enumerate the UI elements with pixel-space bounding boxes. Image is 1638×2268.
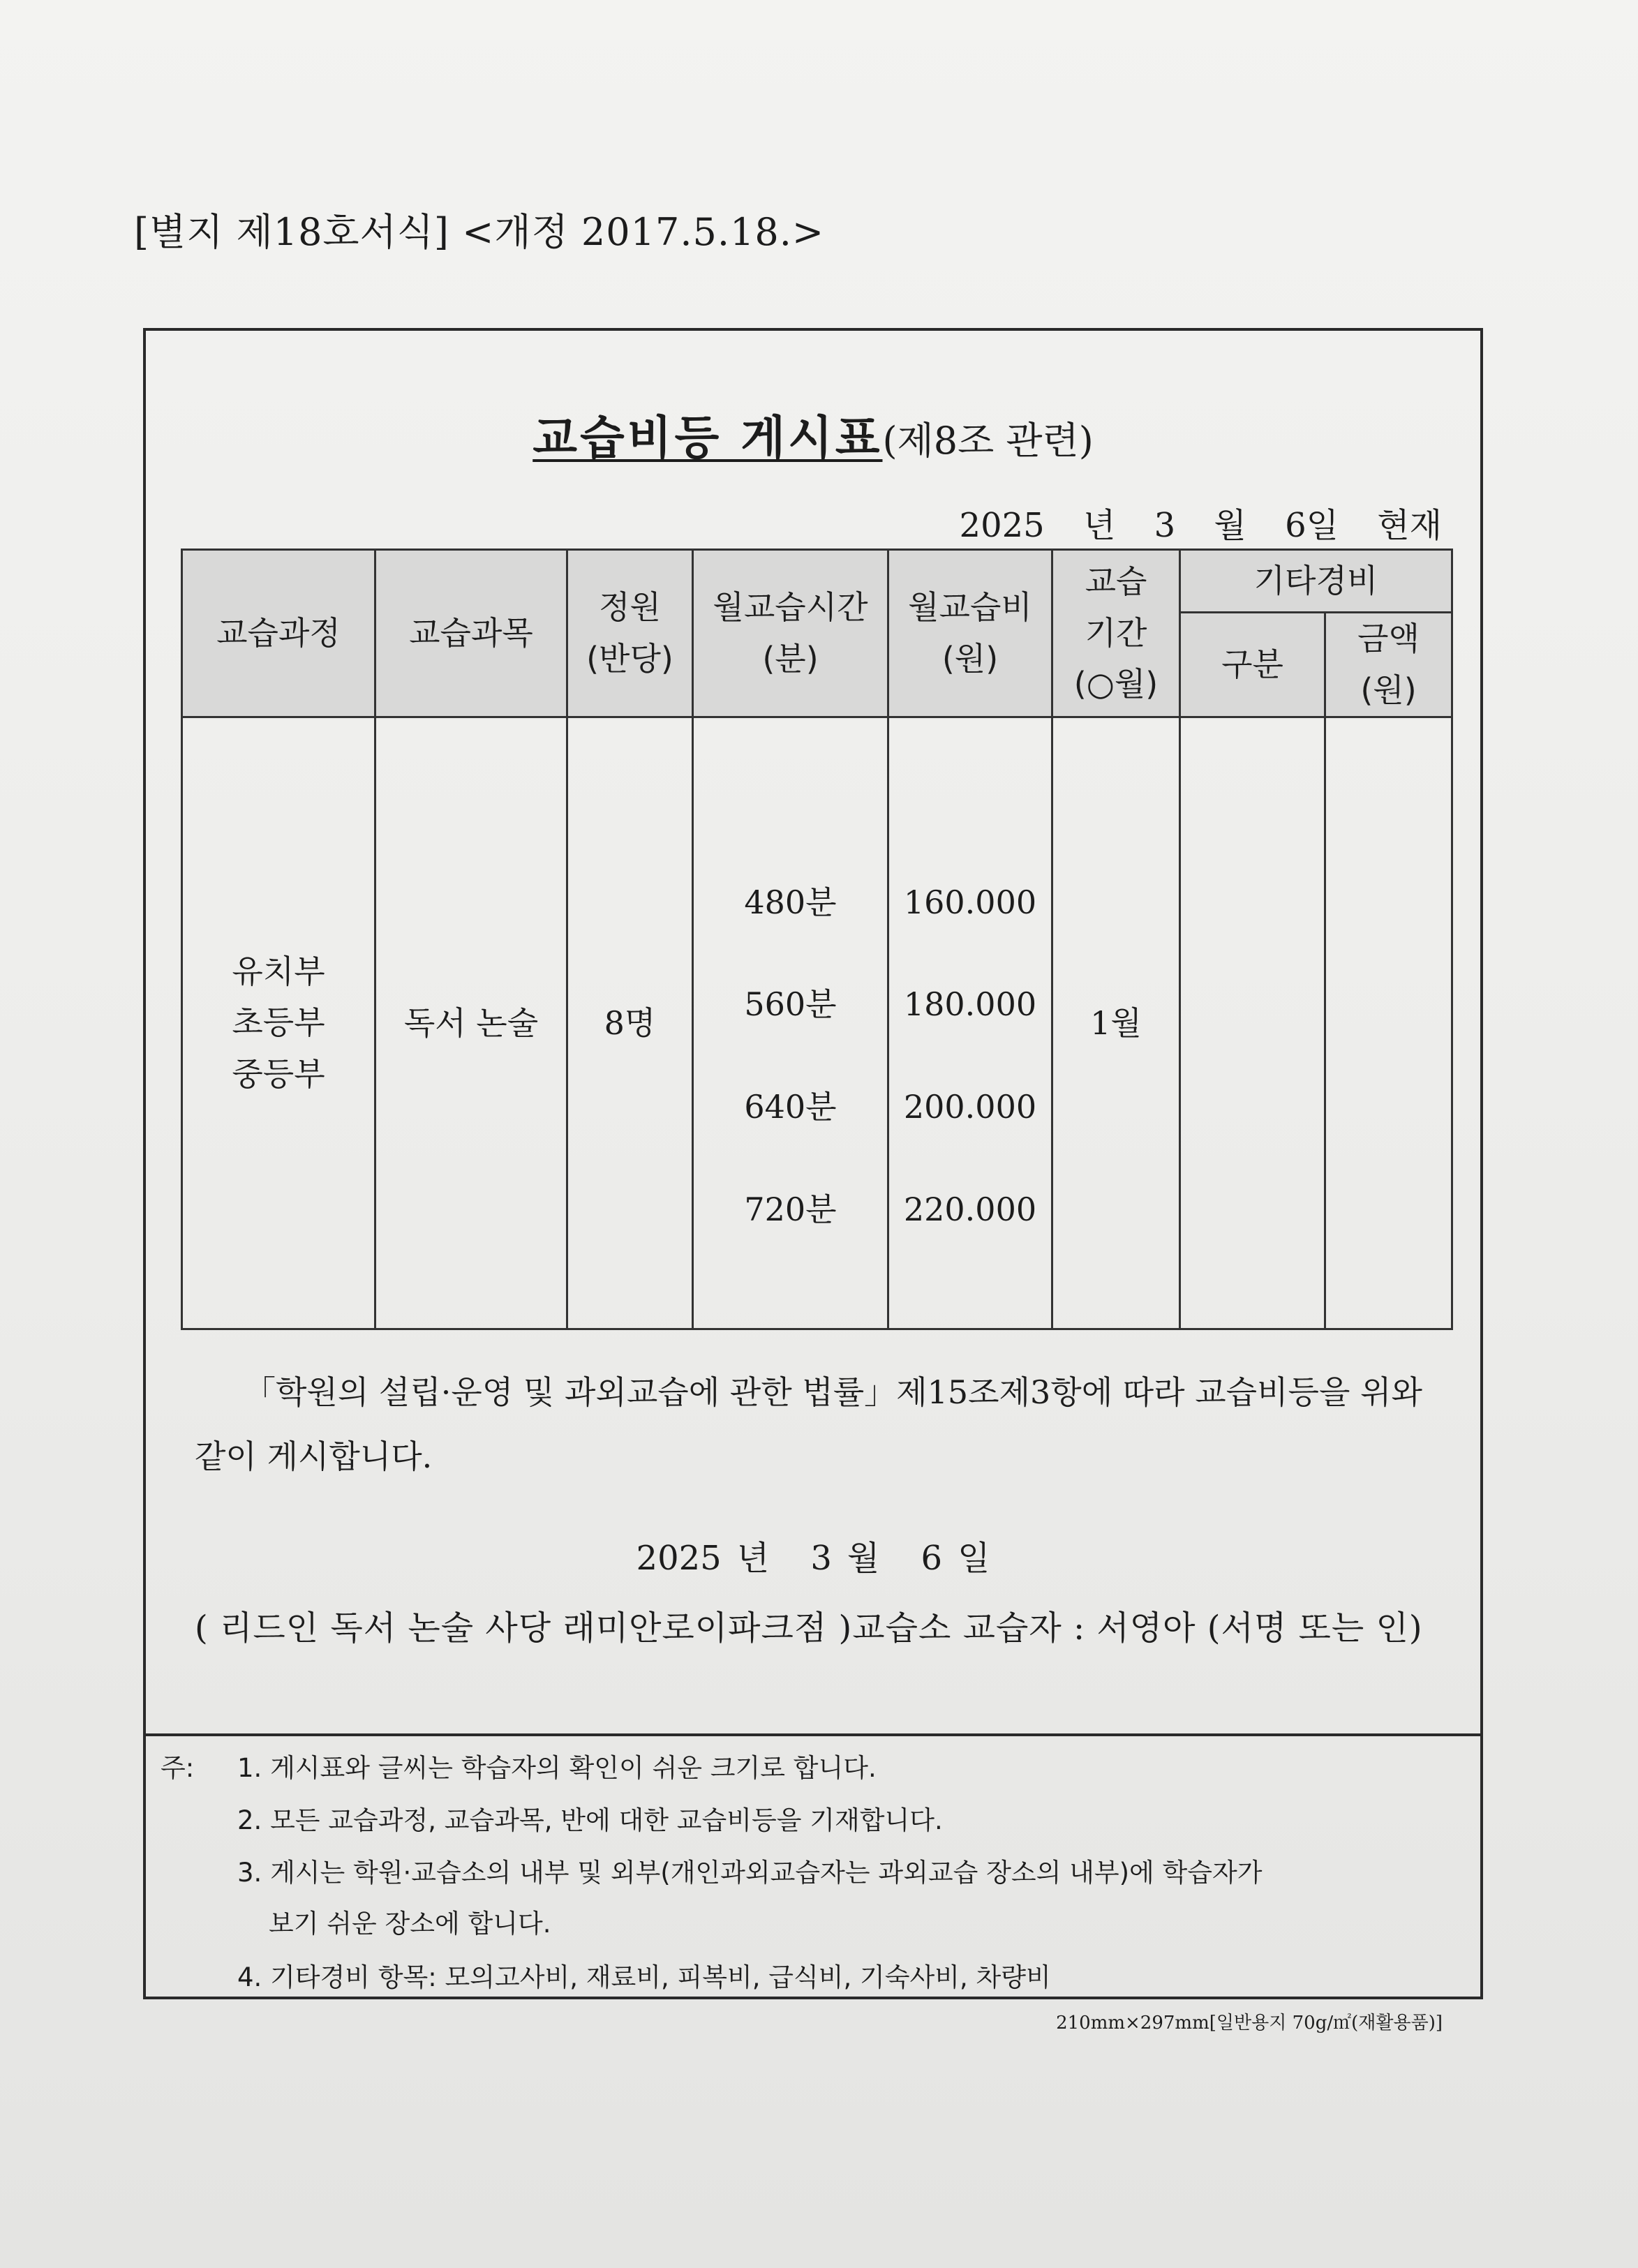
cell-fees <box>888 717 1052 1329</box>
hours-item: 480분 <box>744 883 837 921</box>
as-of-year-unit: 년 <box>1082 506 1116 545</box>
paper-spec: 210mm×297mm[일반용지 70g/㎡(재활용품)] <box>1056 2013 1443 2034</box>
header-period-line3: (○월) <box>1073 665 1159 703</box>
form-number: [별지 제18호서식] <개정 2017.5.18.> <box>134 210 825 254</box>
header-other-costs: 기타경비 <box>1180 550 1452 613</box>
header-monthly-hours <box>693 550 888 717</box>
hours-item: 560분 <box>744 985 837 1024</box>
header-monthly-fee <box>888 550 1052 717</box>
signature-date <box>146 1531 1480 1579</box>
sign-year-unit: 년 <box>736 1539 770 1578</box>
cell-hours <box>693 717 888 1329</box>
title-main: 교습비등 게시표 <box>533 411 883 465</box>
header-capacity-line2: (반당) <box>586 639 673 678</box>
cell-courses <box>182 717 375 1329</box>
notes-section <box>143 1733 1483 1999</box>
course-item: 중등부 <box>232 1054 325 1093</box>
as-of-suffix: 현재 <box>1377 506 1442 545</box>
hours-item: 640분 <box>744 1088 837 1126</box>
course-item: 유치부 <box>232 952 325 990</box>
as-of-month-unit: 월 <box>1214 506 1246 545</box>
sign-month: 3 <box>810 1539 832 1578</box>
header-amount-line2: (원) <box>1360 671 1417 709</box>
legal-statement: 「학원의 설립·운영 및 과외교습에 관한 법률」제15조제3항에 따라 교습비등을 위와 같이 게시합니다. <box>195 1373 1422 1475</box>
as-of-date <box>960 498 1442 546</box>
as-of-month: 3 <box>1154 506 1176 545</box>
notes-prefix: 주: <box>161 1753 195 1783</box>
as-of-day: 6일 <box>1285 506 1339 545</box>
header-hours-line1: 월교습시간 <box>713 588 868 626</box>
posting-form-frame <box>143 328 1483 1999</box>
note-item-continued: 보기 쉬운 장소에 합니다. <box>269 1909 551 1939</box>
cell-subject: 독서 논술 <box>375 717 567 1329</box>
fee-item: 220.000 <box>903 1190 1037 1228</box>
header-fee-line1: 월교습비 <box>908 588 1032 626</box>
note-item: 4. 기타경비 항목: 모의고사비, 재료비, 피복비, 급식비, 기숙사비, 차량비 <box>237 1962 1051 1992</box>
header-period <box>1052 550 1180 717</box>
header-course: 교습과정 <box>182 550 375 717</box>
fee-item: 200.000 <box>903 1088 1037 1126</box>
fee-item: 160.000 <box>903 883 1037 921</box>
note-item: 2. 모든 교습과정, 교습과목, 반에 대한 교습비등을 기재합니다. <box>237 1805 943 1835</box>
course-item: 초등부 <box>232 1004 325 1042</box>
table-row <box>182 717 1452 1329</box>
header-capacity-line1: 정원 <box>599 588 661 626</box>
header-capacity <box>567 550 693 717</box>
header-amount-line1: 금액 <box>1357 620 1420 657</box>
sign-month-unit: 월 <box>847 1539 880 1578</box>
cell-other-type <box>1180 717 1325 1329</box>
sign-day: 6 <box>921 1539 943 1578</box>
hours-item: 720분 <box>744 1190 837 1228</box>
header-subject: 교습과목 <box>375 550 567 717</box>
cell-capacity: 8명 <box>567 717 693 1329</box>
sign-day-unit: 일 <box>958 1539 990 1578</box>
as-of-year: 2025 <box>959 506 1045 545</box>
header-hours-line2: (분) <box>762 639 819 678</box>
fee-table <box>181 549 1453 1330</box>
fee-item: 180.000 <box>903 985 1037 1024</box>
header-fee-line2: (원) <box>941 639 999 678</box>
cell-period: 1월 <box>1052 717 1180 1329</box>
header-other-amount <box>1325 613 1452 717</box>
form-title <box>146 401 1480 467</box>
cell-other-amount <box>1325 717 1452 1329</box>
title-sub: (제8조 관련) <box>882 419 1094 463</box>
header-period-line1: 교습 <box>1085 562 1147 601</box>
header-other-type: 구분 <box>1180 613 1325 717</box>
header-period-line2: 기간 <box>1085 613 1147 652</box>
sign-year: 2025 <box>636 1539 722 1578</box>
signer-line: ( 리드인 독서 논술 사당 래미안로이파크점 )교습소 교습자 : 서영아 (서명 또는 인) <box>195 1609 1423 1648</box>
note-item: 1. 게시표와 글씨는 학습자의 확인이 쉬운 크기로 합니다. <box>237 1753 877 1783</box>
note-item: 3. 게시는 학원·교습소의 내부 및 외부(개인과외교습자는 과외교습 장소의 내부)에 학습자가 <box>237 1858 1263 1888</box>
